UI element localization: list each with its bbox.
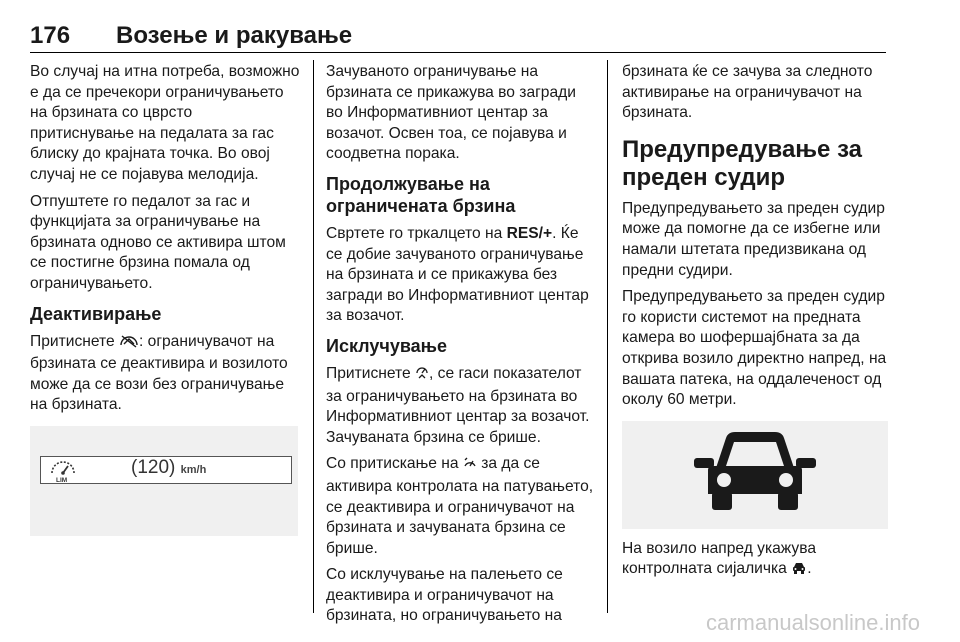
paragraph: Со притискање на за да се активира контролата на патувањето, се деактивира и ограничувачот на брзината и зачуваната брзина се брише. <box>326 455 594 557</box>
vehicle-ahead-figure <box>622 421 888 529</box>
speed-limiter-icon <box>47 459 79 490</box>
paragraph: Свртете го тркалцето на RES/+. Ќе се добие зачуваното ограничување на брзината и се прикажува без загради во Информативниот центар за возачот. <box>326 224 589 325</box>
column-divider-2 <box>607 60 608 613</box>
lim-label: LIM <box>56 476 68 483</box>
vehicle-ahead-indicator-icon <box>791 561 807 582</box>
speed-limiter-off-icon <box>119 334 139 355</box>
vehicle-ahead-icon <box>690 428 820 521</box>
section-heading-off: Исклучување <box>326 335 448 356</box>
header-rule <box>30 52 886 53</box>
driver-info-display-figure <box>30 426 298 536</box>
paragraph: Притиснете , се гаси показателот за ограничувањето на брзината во Информативниот центар за возачот. Зачуваната брзина се брише. <box>326 364 590 446</box>
paragraph: Зачуваното ограничување на брзината се прикажува во загради во Информативниот центар за возачот. Освен тоа, се појавува и соодветна порака. <box>326 63 576 163</box>
column-1 <box>30 62 300 536</box>
column-divider-1 <box>313 60 314 613</box>
speed-unit: km/h <box>180 463 207 476</box>
page-number: 176 <box>30 22 71 49</box>
paragraph: Со исклучување на палењето се деактивира и ограничувачот на брзината, но ограничувањето на <box>326 566 563 625</box>
paragraph: Притиснете : ограничувачот на брзината се деактивира и возилото може да се вози без ограничување на брзината. <box>30 332 288 414</box>
page-header <box>30 22 886 54</box>
watermark: carmanualsonline.info <box>705 610 920 635</box>
stored-speed-readout: (120) km/h <box>131 456 207 478</box>
section-heading-fcw: Предупредување за преден судир <box>622 135 863 191</box>
paragraph: На возило напред укажува контролната сијаличка . <box>622 539 888 582</box>
cruise-control-icon <box>463 456 477 477</box>
paragraph: брзината ќе се зачува за следното активирање на ограничувачот на брзината. <box>622 63 873 122</box>
paragraph: Предупредувањето за преден судир го користи системот на предната камера во шофершајбната за да открива возило директно напред, на вашата патека, на оддалеченост од околу 60 метри. <box>622 288 887 409</box>
display-bar <box>40 456 292 484</box>
paragraph: Предупредувањето за преден судир може да помогне да се избегне или намали штетата предизвикана од предни судири. <box>622 199 885 279</box>
chapter-title: Возење и ракување <box>116 22 353 49</box>
column-2 <box>326 62 596 633</box>
column-3 <box>622 62 888 588</box>
paragraph: Во случај на итна потреба, возможно е да се пречекори ограничувањето на брзината со цврсто притиснување на педалата за гас блиску до крајната точка. Во овој случај не се појавува мелодија. <box>30 63 300 183</box>
res-key-label: RES/+ <box>506 224 553 242</box>
speed-limiter-button-icon <box>415 364 429 387</box>
section-heading-deactivate: Деактивирање <box>30 303 162 324</box>
paragraph: Отпуштете го педалот за гас и функцијата за ограничување на брзината одново се активира штом се постигне брзина помала од ограничувањето. <box>30 192 286 292</box>
section-heading-continue: Продолжување на ограничената брзина <box>326 173 516 216</box>
